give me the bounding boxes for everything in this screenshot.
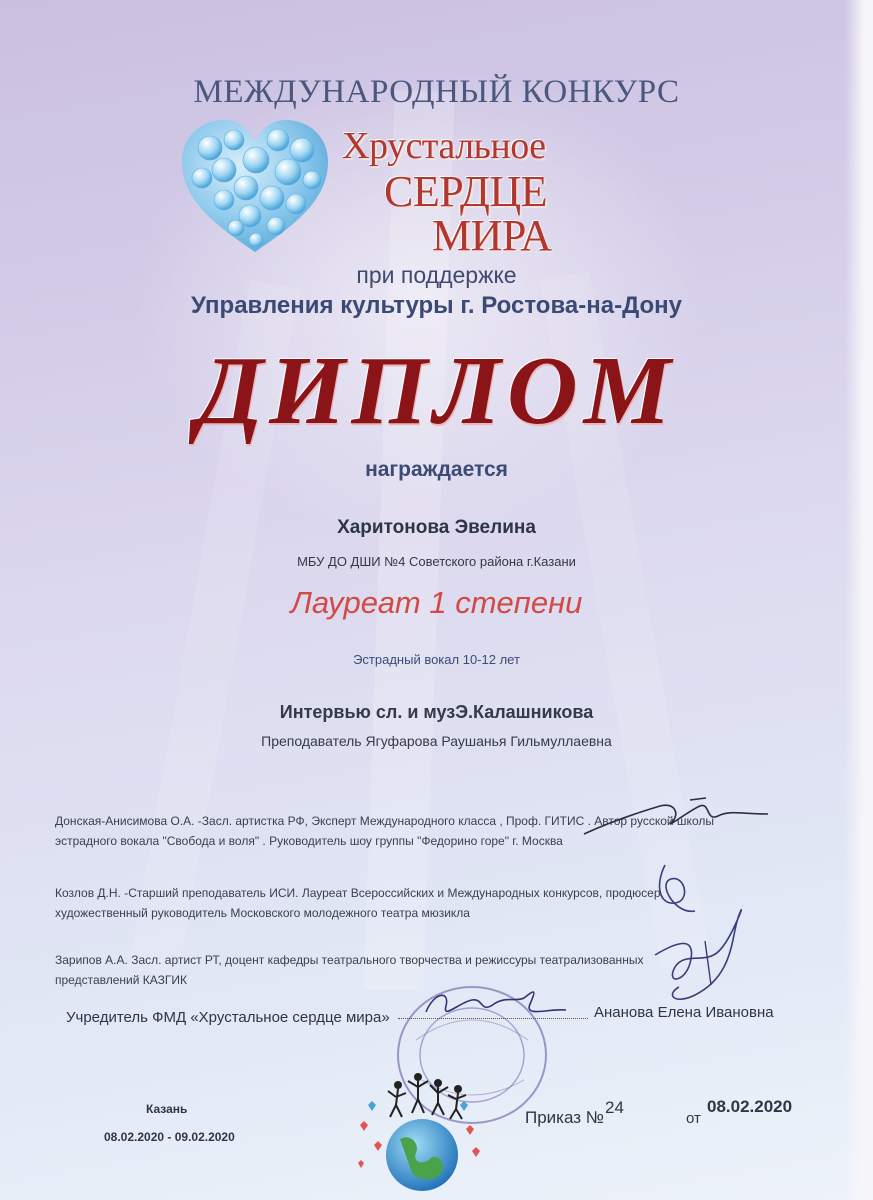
department-name: Управления культуры г. Ростова-на-Дону <box>191 292 682 319</box>
order-number: 24 <box>605 1098 624 1117</box>
performed-song: Интервью сл. и музЭ.Калашникова <box>279 702 594 722</box>
order-label: Приказ № <box>525 1108 604 1127</box>
school-name: МБУ ДО ДШИ №4 Советского района г.Казани <box>297 554 576 569</box>
contest-heading: МЕЖДУНАРОДНЫЙ КОНКУРС <box>193 74 680 110</box>
signature-2 <box>635 855 765 1015</box>
jury-line: представлений КАЗГИК <box>55 973 187 987</box>
jury-line: художественный руководитель Московского молодежного театра мюзикла <box>55 906 470 920</box>
jury-line: эстрадного вокала "Свобода и воля" . Руководитель шоу группы "Федорино горе" г. Москва <box>55 834 563 848</box>
jury-line: Козлов Д.Н. -Старший преподаватель ИСИ. Лауреат Всероссийских и Международных конкурсов, продюсер, <box>55 886 664 900</box>
globe-emblem-icon <box>350 1055 490 1195</box>
logo-text-line3: МИРА <box>432 211 552 260</box>
nomination-category: Эстрадный вокал 10-12 лет <box>353 652 520 667</box>
logo-text-line2: СЕРДЦЕ <box>384 167 548 216</box>
city: Казань <box>146 1102 188 1116</box>
founder-signature <box>420 982 570 1022</box>
founder-name: Ананова Елена Ивановна <box>594 1004 774 1021</box>
founder-label: Учредитель ФМД «Хрустальное сердце мира» <box>66 1009 390 1026</box>
crystal-heart-icon <box>180 118 330 258</box>
awarded-label: награждается <box>365 458 508 481</box>
order-from-label: от <box>686 1110 701 1127</box>
recipient-name: Харитонова Эвелина <box>337 517 536 538</box>
logo-text-line1: Хрустальное <box>342 125 546 167</box>
event-dates: 08.02.2020 - 09.02.2020 <box>104 1130 235 1144</box>
diploma-title: ДИПЛОМ <box>196 337 677 445</box>
support-line: при поддержке <box>356 262 517 288</box>
jury-line: Зарипов А.А. Засл. артист РТ, доцент кафедры театрального творчества и режиссуры театрализованных <box>55 953 644 967</box>
award-level: Лауреат 1 степени <box>290 585 583 620</box>
order-date: 08.02.2020 <box>707 1097 793 1116</box>
jury-member <box>55 883 664 923</box>
signature-1 <box>580 792 770 842</box>
jury-line: Донская-Анисимова О.А. -Засл. артистка РФ, Эксперт Международного класса , Проф. ГИТИС . Автор русской школы <box>55 814 714 828</box>
teacher-name: Преподаватель Ягуфарова Раушанья Гильмуллаевна <box>261 733 612 749</box>
